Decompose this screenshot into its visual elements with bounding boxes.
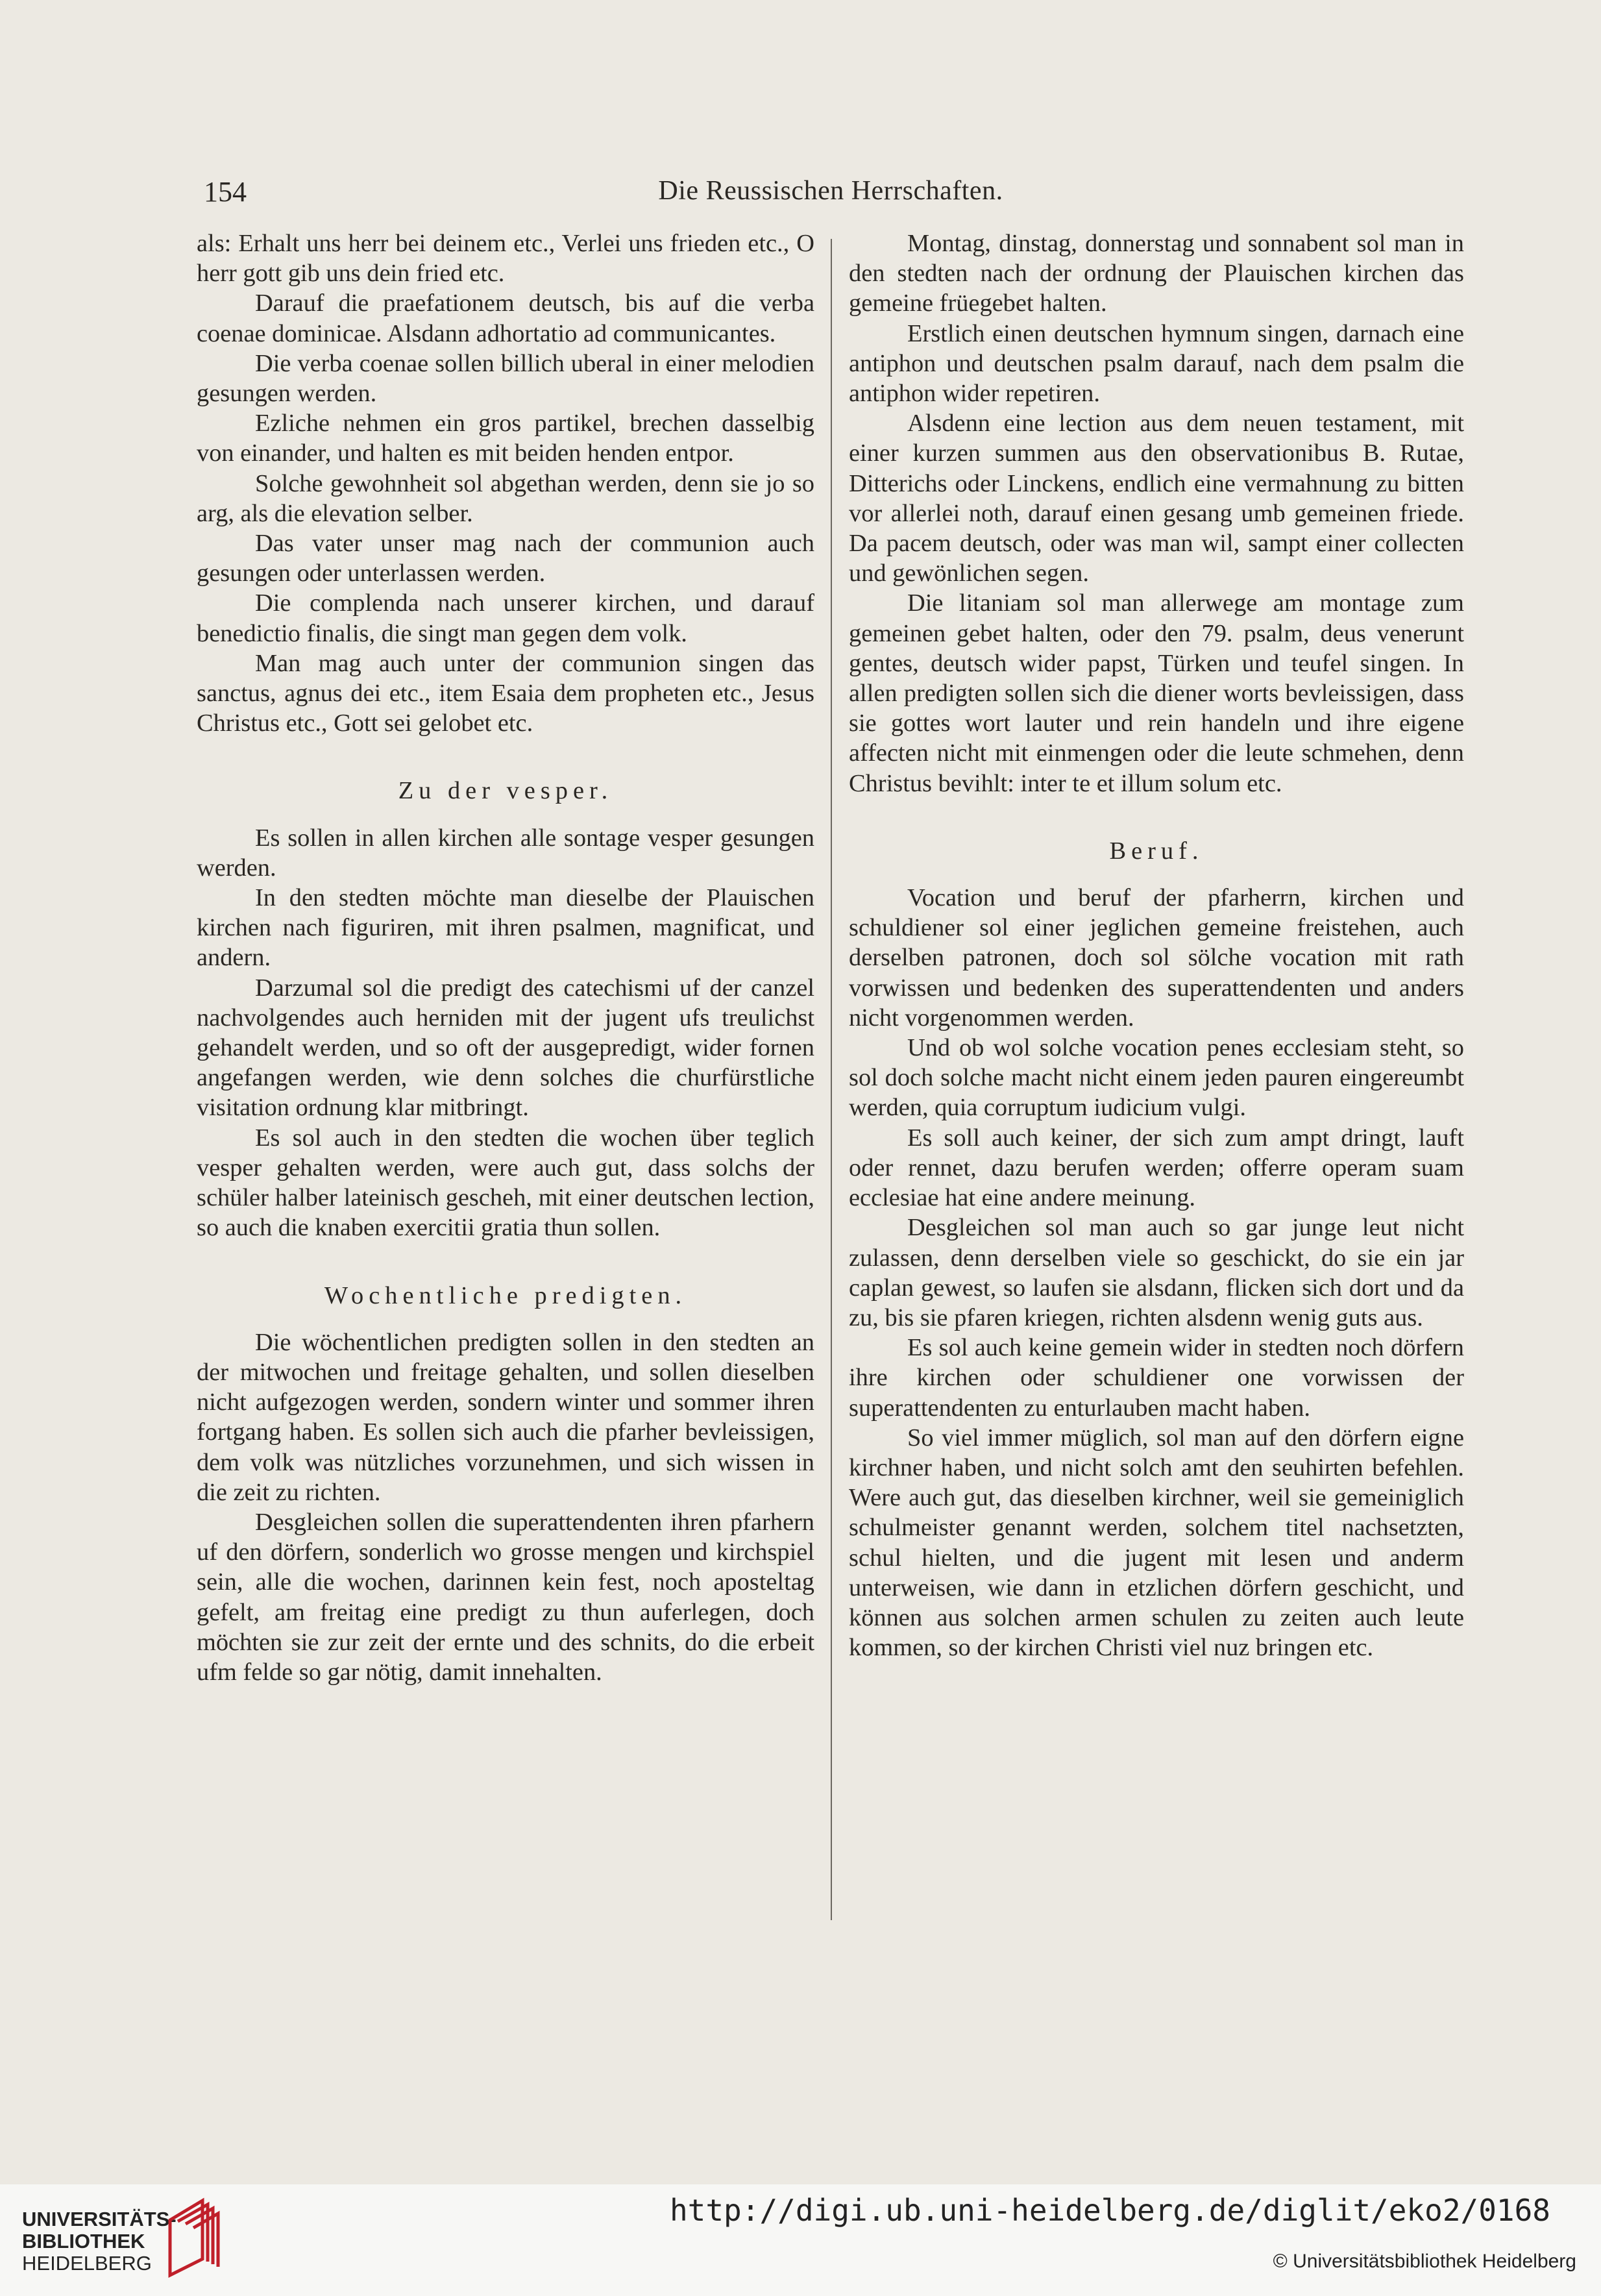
section-heading-wochentliche-predigten: Wochentliche predigten. xyxy=(324,1281,687,1309)
page-header xyxy=(195,175,1467,214)
permalink-url[interactable]: http://digi.ub.uni-heidelberg.de/diglit/eko2/0168 xyxy=(669,2193,1550,2228)
paragraph: Das vater unser mag nach der communion auch gesungen oder unterlassen werden. xyxy=(197,530,814,587)
library-logo-icon xyxy=(164,2194,228,2278)
logo-line: BIBLIOTHEK xyxy=(22,2230,145,2253)
logo-line: HEIDELBERG xyxy=(22,2252,152,2275)
paragraph: Die litaniam sol man allerwege am montage zum gemeinen gebet halten, oder den 79. psalm, deus venerunt gentes, deutsch wider papst, Türken und teufel singen. In allen predigten sollen sich die diener worts bevleissigen, dass sie gottes wort lauter und rein handeln und ihre eigene affecten nicht mit einmengen oder die leute schmehen, denn Christus bevihlt: inter te et illum solum etc. xyxy=(849,589,1464,797)
paragraph: In den stedten möchte man dieselbe der Plauischen kirchen nach figuriren, mit ihren psalmen, magnificat, und andern. xyxy=(197,884,814,972)
paragraph: als: Erhalt uns herr bei deinem etc., Verlei uns frieden etc., O herr gott gib uns dein fried etc. xyxy=(197,230,814,288)
paragraph: Darzumal sol die predigt des catechismi uf der canzel nachvolgendes auch herniden mit der jugent ufs treulichst gehandelt werden, und so oft der ausgepredigt, wider fornen angefangen werden, wie denn solches die churfürstliche visitation ordnung klar mitbringt. xyxy=(197,974,814,1122)
logo-line: UNIVERSITÄTS- xyxy=(22,2208,177,2230)
paragraph: Es sol auch in den stedten die wochen über teglich vesper gehalten werden, were auch gut, dass solchs der schüler halber lateinisch gescheh, mit einer deutschen lection, so auch die knaben exercitii gratia thun sollen. xyxy=(197,1124,814,1242)
paragraph: Man mag auch unter der communion singen das sanctus, agnus dei etc., item Esaia dem propheten etc., Jesus Christus etc., Gott sei gelobet etc. xyxy=(197,649,814,737)
paragraph: Desgleichen sollen die superattendenten ihren pfarhern uf den dörfern, sonderlich wo grosse mengen und kirchspiel sein, alle die wochen, darinnen kein fest, noch aposteltag gefelt, am freitag eine predigt zu thun auferlegen, doch möchten sie zur zeit der ernte und des schnits, do die erbeit ufm felde so gar nötig, damit innehalten. xyxy=(197,1508,814,1686)
paragraph: Und ob wol solche vocation penes ecclesiam steht, so sol doch solche macht nicht einem jeden pauren eingereumbt werden, quia corruptum iudicium vulgi. xyxy=(849,1034,1464,1122)
paragraph: Montag, dinstag, donnerstag und sonnabent sol man in den stedten nach der ordnung der Plauischen kirchen das gemeine früegebet halten. xyxy=(849,230,1464,317)
left-column xyxy=(197,228,814,1687)
paragraph: Solche gewohnheit sol abgethan werden, denn sie jo so arg, als die elevation selber. xyxy=(197,469,814,527)
column-divider xyxy=(831,239,832,1920)
paragraph: Darauf die praefationem deutsch, bis auf die verba coenae dominicae. Alsdann adhortatio ad communicantes. xyxy=(197,290,814,347)
copyright-notice: © Universitätsbibliothek Heidelberg xyxy=(1273,2251,1576,2272)
paragraph: Es sollen in allen kirchen alle sontage vesper gesungen werden. xyxy=(197,824,814,882)
paragraph: Vocation und beruf der pfarherrn, kirchen und schuldiener sol einer jeglichen gemeine freistehen, auch derselben patronen, doch sol sölche vocation mit rath vorwissen und bedenken des superattendenten und anders nicht vorgenommen werden. xyxy=(849,884,1464,1031)
page-number: 154 xyxy=(204,176,247,208)
paragraph: Die verba coenae sollen billich uberal in einer melodien gesungen werden. xyxy=(197,349,814,408)
library-logo-text xyxy=(22,2208,177,2275)
right-column xyxy=(849,228,1464,1662)
paragraph: Desgleichen sol man auch so gar junge leut nicht zulassen, denn derselben viele so geschickt, do sie ein jar caplan gewest, so laufen sie alsdann, flicken sich dort und da zu, bis sie pfaren kriegen, richten alsdenn wenig guts aus. xyxy=(849,1214,1464,1331)
paragraph: Alsdenn eine lection aus dem neuen testament, mit einer kurzen summen aus den observationibus B. Rutae, Ditterichs oder Linckens, endlich eine vermahnung zu bitten vor allerlei noth, darauf einen gesang umb gemeinen friede. Da pacem deutsch, oder was man wil, sampt einer collecten und gewönlichen segen. xyxy=(849,410,1464,587)
paragraph: Es soll auch keiner, der sich zum ampt dringt, lauft oder rennet, dazu berufen werden; offerre operam suam ecclesiae hat eine andere meinung. xyxy=(849,1124,1464,1212)
paragraph: Es sol auch keine gemein wider in stedten noch dörfern ihre kirchen oder schuldiener one vorwissen der superattendenten zu enturlauben macht haben. xyxy=(849,1334,1464,1422)
paragraph: Ezliche nehmen ein gros partikel, brechen dasselbig von einander, und halten es mit beiden henden entpor. xyxy=(197,410,814,467)
paragraph: So viel immer müglich, sol man auf den dörfern eigne kirchner haben, und nicht solch amt den seuhirten befehlen. Were auch gut, das dieselben kirchner, weil sie gemeiniglich schulmeister genannt werden, solchem titel nachsetzten, schul hielten, und die jugent mit lesen und anderm unterweisen, wie dann in etzlichen dörfern geschicht, und können aus solchen armen schulen zu zeiten auch leute kommen, so der kirchen Christi viel nuz bringen etc. xyxy=(849,1424,1464,1662)
section-heading-vesper: Zu der vesper. xyxy=(398,777,613,805)
paragraph: Erstlich einen deutschen hymnum singen, darnach eine antiphon und deutschen psalm darauf, nach dem psalm die antiphon wider repetiren. xyxy=(849,319,1464,408)
paragraph: Die complenda nach unserer kirchen, und darauf benedictio finalis, die singt man gegen dem volk. xyxy=(197,589,814,647)
section-heading-beruf: Beruf. xyxy=(1109,837,1204,865)
running-title: Die Reussischen Herrschaften. xyxy=(658,176,1003,206)
paragraph: Die wöchentlichen predigten sollen in den stedten an der mitwochen und freitage gehalten, und sollen dieselben nicht aufgezogen werden, sondern winter und sommer ihren fortgang haben. Es sollen sich auch die pfarher bevleissigen, dem volk was nützliches vorzunehmen, und sich wissen in die zeit zu richten. xyxy=(197,1328,814,1506)
